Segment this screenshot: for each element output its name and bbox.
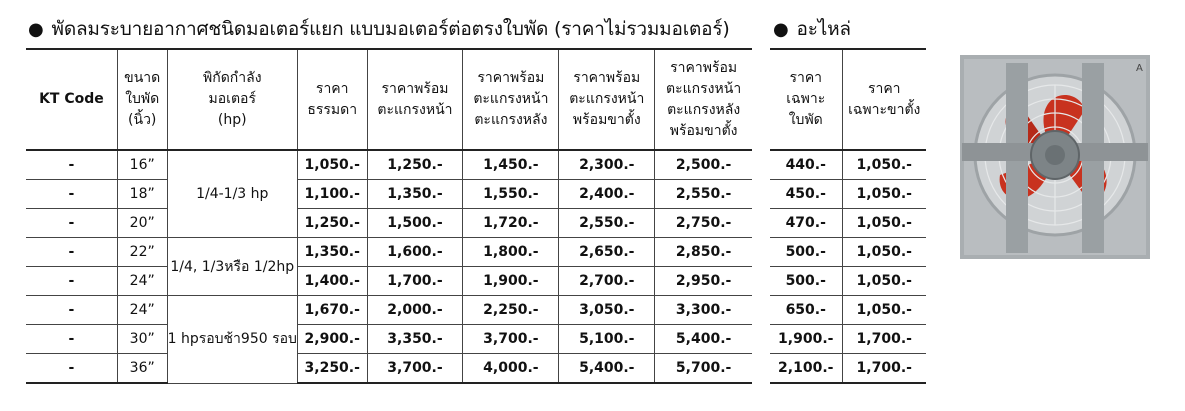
price-front-back-guard-cell: 4,000.- [463,354,559,384]
main-title-text: พัดลมระบายอากาศชนิดมอเตอร์แยก แบบมอเตอร์ต่อตรงใบพัด (ราคาไม่รวมมอเตอร์) [51,18,730,40]
motor-power-line: 1/4, 1/3 [170,258,225,275]
blade-only-price-cell: 470.- [770,209,842,238]
header-price-normal [297,49,367,150]
table-row [26,325,752,354]
price-front-back-guard-cell: 1,900.- [463,267,559,296]
kt-code-cell: - [26,209,117,238]
price-normal-cell: 3,250.- [297,354,367,384]
header-stand-only-price [842,49,926,150]
price-front-guard-cell: 2,000.- [367,296,463,325]
kt-code-cell: - [26,296,117,325]
bullet-icon: ● [28,19,44,40]
kt-code-cell: - [26,325,117,354]
header-line: ราคาพร้อม [670,59,738,76]
price-front-guard-stand-cell: 3,050.- [559,296,655,325]
price-front-back-guard-stand-cell: 2,750.- [655,209,752,238]
blade-only-price-cell: 450.- [770,180,842,209]
header-line: ตะแกรงหลัง [667,101,741,118]
table-row [26,354,752,384]
motor-power-line: 1 hp [167,331,199,348]
price-front-back-guard-stand-cell: 5,700.- [655,354,752,384]
price-front-guard-cell: 1,350.- [367,180,463,209]
header-line: เฉพาะขาตั้ง [848,101,921,118]
price-normal-cell: 1,100.- [297,180,367,209]
blade-size-cell: 16” [117,150,167,180]
price-front-guard-stand-cell: 2,650.- [559,238,655,267]
header-line: พร้อมขาตั้ง [572,112,641,128]
price-front-back-guard-stand-cell: 5,400.- [655,325,752,354]
price-front-back-guard-stand-cell: 3,300.- [655,296,752,325]
header-line: ราคาพร้อม [477,70,545,86]
motor-power-line: 950 รอบ [240,331,297,348]
price-front-guard-cell: 1,700.- [367,267,463,296]
blade-only-price-cell: 500.- [770,267,842,296]
stand-only-price-cell: 1,050.- [842,209,926,238]
table-row [26,209,752,238]
table-row [770,238,926,267]
header-line: พร้อมขาตั้ง [669,122,738,139]
stand-only-price-cell: 1,050.- [842,296,926,325]
blade-size-cell: 22” [117,238,167,267]
header-line: ตะแกรงหน้า [666,80,742,97]
stand-only-price-cell: 1,700.- [842,354,926,384]
stand-only-price-cell: 1,050.- [842,238,926,267]
kt-code-cell: - [26,180,117,209]
price-front-back-guard-cell: 1,800.- [463,238,559,267]
table-row [770,296,926,325]
table-row [26,180,752,209]
motor-power-line: หรือ 1/2hp [224,258,295,275]
header-line: ตะแกรงหน้า [377,101,453,118]
header-line: ขนาด [124,70,161,86]
price-normal-cell: 1,350.- [297,238,367,267]
header-line: (hp) [217,112,247,128]
price-normal-cell: 1,250.- [297,209,367,238]
price-front-guard-cell: 1,250.- [367,150,463,180]
table-row [770,150,926,180]
header-line: พิกัดกำลัง [202,70,262,86]
price-front-back-guard-stand-cell: 2,850.- [655,238,752,267]
kt-code-cell: - [26,238,117,267]
exhaust-fan-photo [960,55,1150,259]
table-row [770,209,926,238]
header-line: ราคา [315,80,349,97]
main-section-title [28,14,730,44]
fan-logo-mark: A [1136,63,1143,74]
price-front-guard-cell: 3,350.- [367,325,463,354]
price-front-back-guard-stand-cell: 2,500.- [655,150,752,180]
header-line: ตะแกรงหลัง [474,112,548,128]
price-normal-cell: 2,900.- [297,325,367,354]
stand-only-price-cell: 1,050.- [842,150,926,180]
bullet-icon: ● [773,19,789,40]
stand-only-price-cell: 1,050.- [842,267,926,296]
header-motor-power [167,49,297,150]
kt-code-cell: - [26,267,117,296]
motor-power-cell [167,150,297,238]
header-line: ราคา [867,80,901,97]
price-front-guard-stand-cell: 5,400.- [559,354,655,384]
price-normal-cell: 1,670.- [297,296,367,325]
header-line: ราคา [789,70,823,86]
blade-size-cell: 36” [117,354,167,384]
header-line: ราคาพร้อม [381,80,449,97]
header-price-front-guard [367,49,463,150]
header-line: ธรรมดา [307,101,358,118]
blade-only-price-cell: 2,100.- [770,354,842,384]
price-front-guard-cell: 1,500.- [367,209,463,238]
price-normal-cell: 1,400.- [297,267,367,296]
blade-size-cell: 24” [117,296,167,325]
price-front-guard-cell: 3,700.- [367,354,463,384]
header-price-front-guard-stand [559,49,655,150]
price-front-guard-cell: 1,600.- [367,238,463,267]
fan-hub [1045,145,1065,165]
kt-code-cell: - [26,150,117,180]
price-front-back-guard-cell: 1,450.- [463,150,559,180]
price-front-back-guard-cell: 1,550.- [463,180,559,209]
blade-only-price-cell: 1,900.- [770,325,842,354]
price-front-back-guard-cell: 1,720.- [463,209,559,238]
header-line: (นิ้ว) [128,112,157,128]
header-line: ตะแกรงหน้า [569,91,645,107]
stand-only-price-cell: 1,050.- [842,180,926,209]
blade-size-cell: 24” [117,267,167,296]
blade-only-price-cell: 440.- [770,150,842,180]
motor-power-line: 1/4-1/3 hp [196,186,269,202]
header-line: มอเตอร์ [208,91,256,107]
parts-price-table [770,48,926,384]
blade-only-price-cell: 650.- [770,296,842,325]
header-price-front-back-guard [463,49,559,150]
header-kt-code: KT Code [26,49,117,150]
blade-size-cell: 30” [117,325,167,354]
price-front-guard-stand-cell: 2,400.- [559,180,655,209]
header-line: ใบพัด [788,112,823,128]
price-normal-cell: 1,050.- [297,150,367,180]
price-front-back-guard-stand-cell: 2,550.- [655,180,752,209]
motor-power-line: รอบช้า [198,331,241,348]
price-front-guard-stand-cell: 2,550.- [559,209,655,238]
table-row [26,150,752,180]
table-row [26,296,752,325]
header-line: ใบพัด [125,91,160,107]
table-header-row [26,49,752,150]
table-row [770,325,926,354]
table-row [770,267,926,296]
blade-size-cell: 18” [117,180,167,209]
header-blade-size [117,49,167,150]
table-row [26,238,752,267]
motor-power-cell [167,296,297,384]
header-price-front-back-guard-stand [655,49,752,150]
table-row [770,354,926,384]
table-row [26,267,752,296]
parts-section-title [773,14,851,44]
price-front-back-guard-cell: 3,700.- [463,325,559,354]
header-line: ตะแกรงหน้า [473,91,549,107]
blade-size-cell: 20” [117,209,167,238]
fan-price-table [26,48,752,384]
kt-code-cell: - [26,354,117,384]
price-front-guard-stand-cell: 2,300.- [559,150,655,180]
motor-power-cell [167,238,297,296]
price-front-back-guard-cell: 2,250.- [463,296,559,325]
price-front-guard-stand-cell: 5,100.- [559,325,655,354]
stand-only-price-cell: 1,700.- [842,325,926,354]
header-blade-only-price [770,49,842,150]
header-line: เฉพาะ [786,91,826,107]
blade-only-price-cell: 500.- [770,238,842,267]
parts-title-text: อะไหล่ [796,18,851,40]
table-header-row [770,49,926,150]
header-line: ราคาพร้อม [573,70,641,86]
table-row [770,180,926,209]
price-front-back-guard-stand-cell: 2,950.- [655,267,752,296]
price-front-guard-stand-cell: 2,700.- [559,267,655,296]
